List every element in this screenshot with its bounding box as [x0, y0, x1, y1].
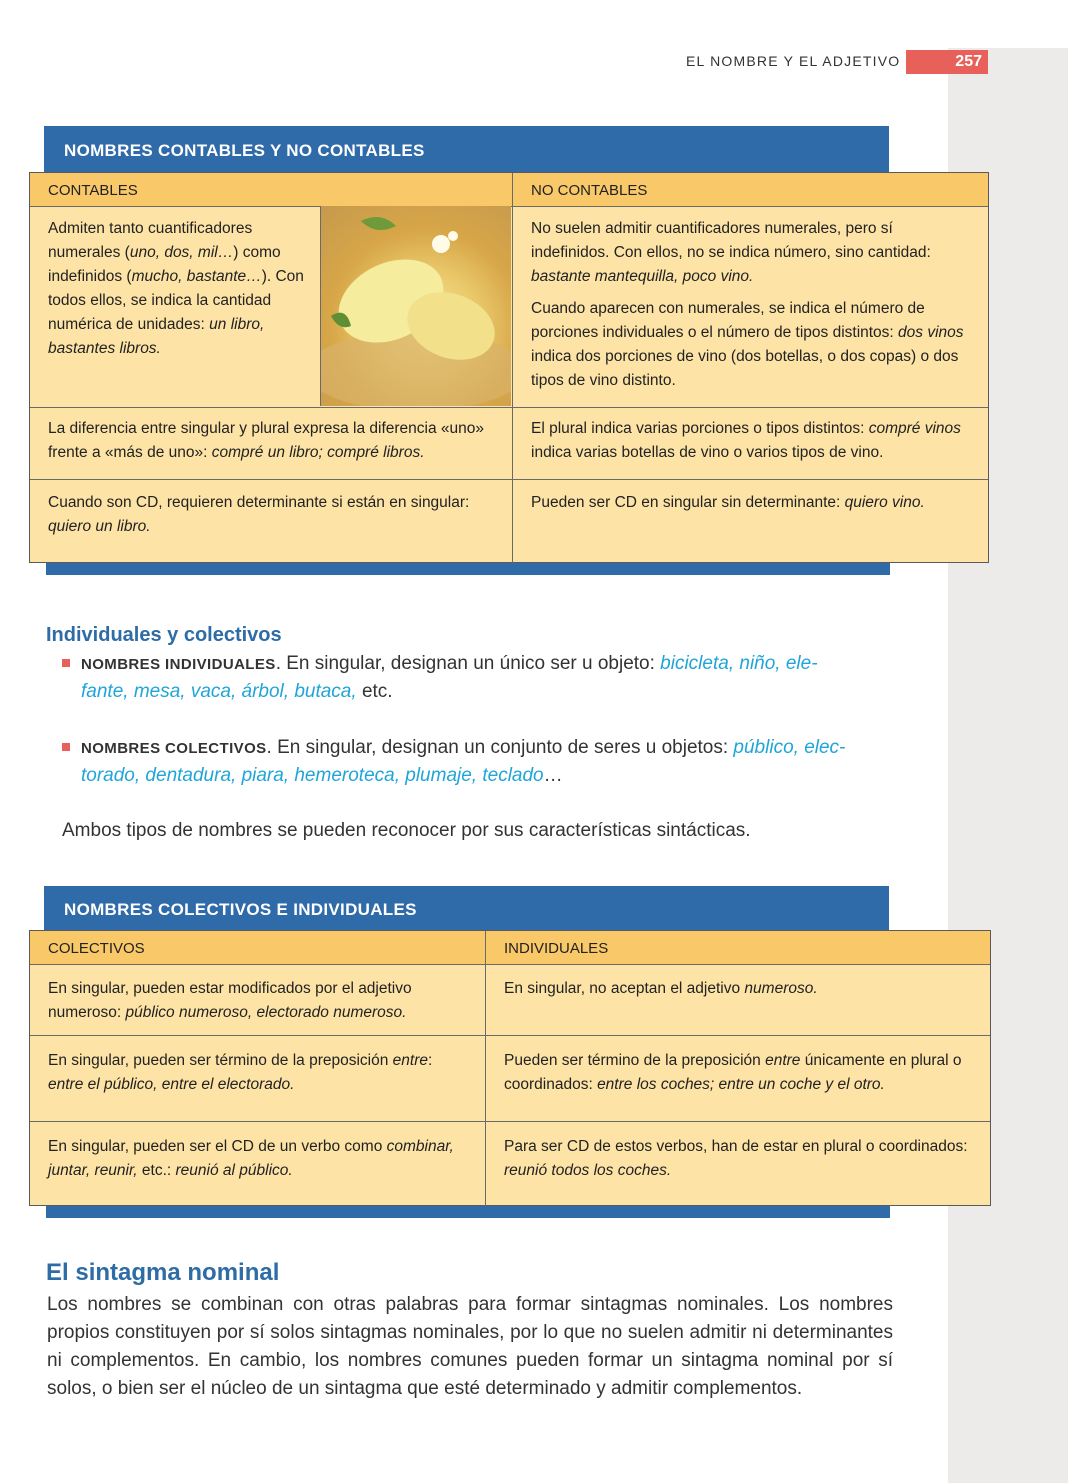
- column-header-individuales: INDIVIDUALES: [485, 931, 990, 965]
- collective-table: [29, 930, 991, 1206]
- cell-text: Cuando son CD, requieren determinante si están en singular:: [48, 494, 470, 511]
- example-text: dos vinos: [898, 324, 964, 341]
- cell-text: La diferencia entre singular y plural expresa la diferencia «uno» frente a «más de uno»:: [48, 420, 484, 461]
- bullet-colectivos-line2: torado, dentadura, piara, hemeroteca, plumaje, teclado…: [81, 765, 563, 786]
- table-cell: [513, 287, 988, 407]
- example-text: entre: [765, 1052, 801, 1069]
- cell-text: En singular, pueden ser término de la preposición: [48, 1052, 393, 1069]
- table-cell: [513, 479, 988, 563]
- example-text: reunió todos los coches.: [504, 1162, 672, 1179]
- example-text: mucho, bastante…: [131, 268, 262, 285]
- cell-text: ). Con todos ellos, se indica la cantidad numérica de unidades:: [48, 268, 304, 333]
- table-title: NOMBRES COLECTIVOS E INDIVIDUALES: [44, 886, 889, 930]
- example-text: compré un libro; compré libros.: [211, 444, 425, 461]
- table-cell: [486, 1035, 990, 1121]
- table-bottom-bar: [46, 563, 890, 575]
- bullet-marker: [62, 743, 70, 751]
- cell-text: ) como indefinidos (: [48, 244, 281, 285]
- bullet-colectivos: NOMBRES COLECTIVOS. En singular, designan un conjunto de seres u objetos: público, elec-: [81, 737, 846, 758]
- table-cell: [486, 1121, 990, 1207]
- cell-text: El plural indica varias porciones o tipos distintos:: [531, 420, 869, 437]
- example-text: bastante mantequilla, poco vino.: [531, 268, 754, 285]
- food-photo: [320, 206, 511, 406]
- table-cell: [486, 965, 990, 1035]
- example-text: quiero un libro.: [48, 518, 151, 535]
- section-heading: Individuales y colectivos: [46, 624, 282, 646]
- example-text: uno, dos, mil…: [129, 244, 234, 261]
- example-text: entre: [392, 1052, 428, 1069]
- example-text: entre los coches; entre un coche y el otro.: [597, 1076, 885, 1093]
- cell-text: etc.:: [137, 1162, 176, 1179]
- example-text: numeroso.: [744, 980, 818, 997]
- cell-text: En singular, pueden estar modificados por el adjetivo numeroso:: [48, 980, 412, 1021]
- table-cell: [513, 207, 988, 297]
- cell-text: :: [428, 1052, 433, 1069]
- sintagma-paragraph: Los nombres se combinan con otras palabras para formar sintagmas nominales. Los nombres propios constituyen por sí solos sintagmas nominales, por lo que no suelen admitir ni determinantes ni complementos. En cambio, los nombres comunes pueden formar un sintagma nominal por sí solos, o bien ser el núcleo de un sintagma que esté determinado y admitir complementos.: [47, 1294, 893, 1399]
- example-text: un libro, bastantes libros.: [48, 316, 265, 357]
- table-cell: [30, 1035, 485, 1121]
- cell-text: No suelen admitir cuantificadores numerales, pero sí indefinidos. Con ellos, no se indica número, sino cantidad:: [531, 220, 931, 261]
- column-header-contables: CONTABLES: [30, 173, 512, 207]
- cell-text: Pueden ser CD en singular sin determinante:: [531, 494, 845, 511]
- cell-text: Cuando aparecen con numerales, se indica el número de porciones individuales o el número de tipos distintos:: [531, 300, 925, 341]
- table-title: NOMBRES CONTABLES Y NO CONTABLES: [44, 126, 889, 172]
- cell-text: En singular, no aceptan el adjetivo: [504, 980, 745, 997]
- example-text: combinar, juntar, reunir,: [48, 1138, 454, 1179]
- table-cell: [30, 407, 512, 479]
- example-text: público numeroso, electorado numeroso.: [125, 1004, 407, 1021]
- example-text: compré vinos: [868, 420, 961, 437]
- cell-text: En singular, pueden ser el CD de un verbo como: [48, 1138, 387, 1155]
- cell-text: únicamente en plural o coordinados:: [504, 1052, 962, 1093]
- cell-text: indica dos porciones de vino (dos botellas, o dos copas) o dos tipos de vino distinto.: [531, 348, 959, 389]
- column-header-no-contables: NO CONTABLES: [512, 173, 988, 207]
- cell-text: indica varias botellas de vino o varios tipos de vino.: [531, 444, 884, 461]
- example-text: quiero vino.: [844, 494, 925, 511]
- bullet-individuales-line2: fante, mesa, vaca, árbol, butaca, etc.: [81, 681, 393, 702]
- example-text: reunió al público.: [175, 1162, 293, 1179]
- table-cell: [30, 965, 485, 1035]
- bullet-marker: [62, 659, 70, 667]
- table-cell: [30, 1121, 485, 1207]
- closing-sentence: Ambos tipos de nombres se pueden reconocer por sus características sintácticas.: [62, 820, 751, 841]
- table-cell: [30, 207, 325, 407]
- table-cell: [513, 407, 988, 479]
- example-text: entre el público, entre el electorado.: [48, 1076, 295, 1093]
- cell-text: Pueden ser término de la preposición: [504, 1052, 766, 1069]
- page-number: 257: [906, 50, 988, 74]
- column-header-colectivos: COLECTIVOS: [30, 931, 485, 965]
- cell-text: Admiten tanto cuantificadores numerales (: [48, 220, 253, 261]
- section-heading: El sintagma nominal: [46, 1259, 280, 1286]
- bullet-individuales: NOMBRES INDIVIDUALES. En singular, designan un único ser u objeto: bicicleta, niño, ele-: [81, 653, 818, 674]
- running-head: EL NOMBRE Y EL ADJETIVO: [686, 53, 901, 69]
- table-cell: [30, 479, 512, 563]
- cell-text: Para ser CD de estos verbos, han de estar en plural o coordinados:: [504, 1138, 968, 1155]
- table-bottom-bar: [46, 1206, 890, 1218]
